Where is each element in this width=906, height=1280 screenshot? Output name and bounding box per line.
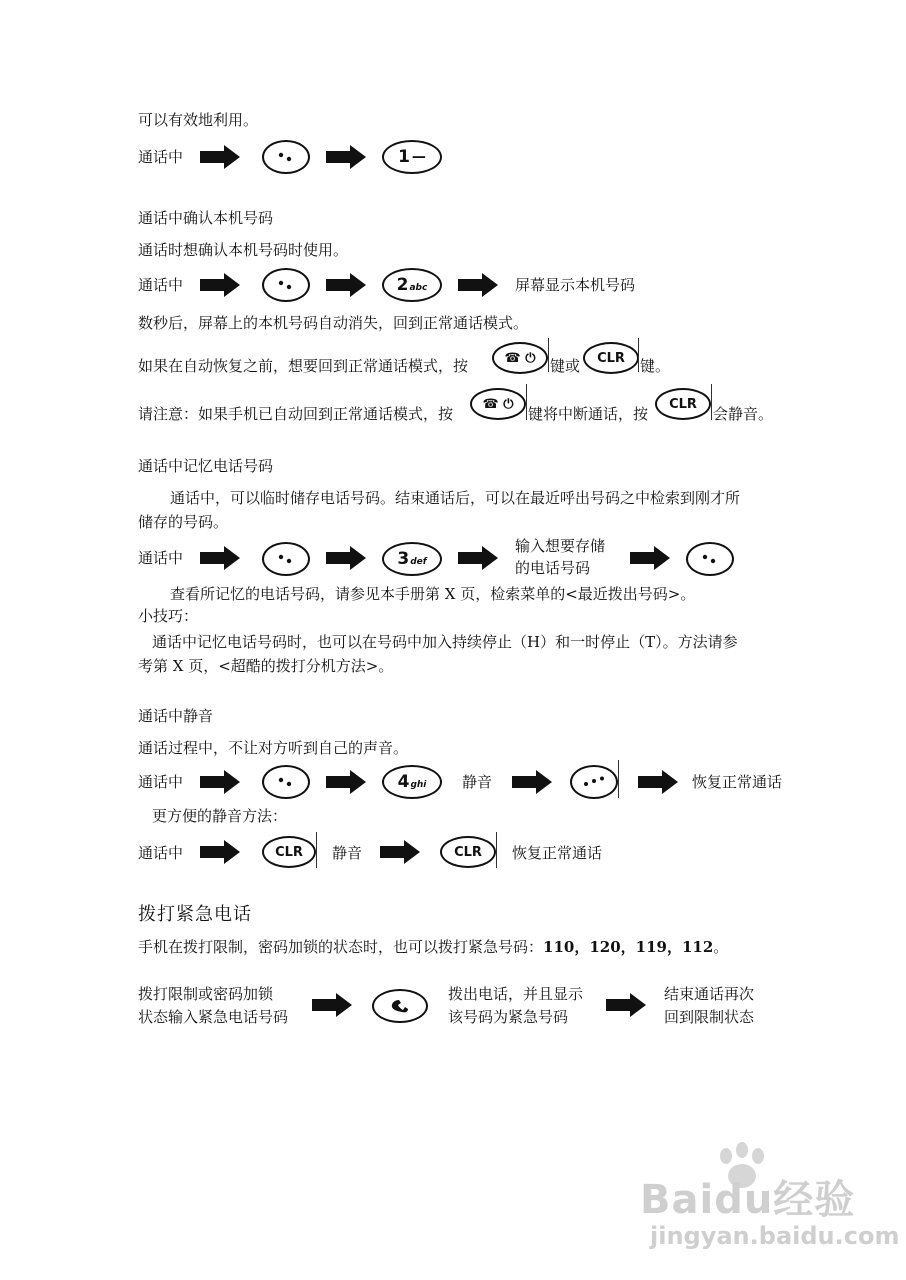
watermark-brand: Baidu经验: [640, 1177, 856, 1223]
arrow-icon: [512, 770, 552, 794]
divider: [711, 384, 712, 420]
menu-key: [686, 542, 734, 576]
divider: [638, 338, 639, 372]
clr-key: [655, 388, 711, 420]
section-title: 通话中确认本机号码: [138, 209, 274, 227]
key-1-label: 1: [398, 146, 410, 167]
divider: [526, 384, 527, 420]
flow-result: 结束通话再次: [664, 985, 755, 1003]
handset-icon: [389, 998, 411, 1014]
clr-key: [440, 836, 496, 868]
emergency-numbers: 110，120，119，112: [543, 938, 714, 956]
text-line: 可以有效地利用。: [138, 111, 259, 129]
text-line: 查看所记忆的电话号码，请参见本手册第 X 页，检索菜单的<最近拨出号码>。: [170, 585, 696, 603]
arrow-icon: [606, 993, 646, 1017]
divider: [316, 832, 317, 868]
flow-step: 拨出电话，并且显示: [448, 985, 584, 1003]
text-line: 储存的号码。: [138, 513, 229, 531]
send-key: [372, 989, 428, 1023]
key-3-label: 3: [397, 548, 410, 569]
key-2-sub: abc: [409, 283, 428, 293]
tip-title: 小技巧：: [138, 607, 199, 625]
flow-label: 通话中: [138, 148, 184, 166]
flow-label: 通话中: [138, 844, 184, 862]
flow-label: 通话中: [138, 773, 184, 791]
flow-result: 回到限制状态: [664, 1008, 755, 1026]
flow-step: 静音: [462, 773, 493, 791]
flow-step: 拨打限制或密码加锁: [138, 985, 274, 1003]
arrow-icon: [200, 273, 240, 297]
key-3-sub: def: [410, 557, 427, 567]
text-line: 通话中记忆电话号码时，也可以在号码中加入持续停止（H）和一时停止（T）。方法请参: [152, 633, 738, 651]
text-line: 更方便的静音方法：: [152, 807, 288, 825]
phone-power-icon: ☎ ⏻: [482, 396, 514, 412]
flow-result: 恢复正常通话: [692, 773, 783, 791]
two-dots-icon: [276, 554, 296, 564]
flow-label: 通话中: [138, 276, 184, 294]
flow-step: 静音: [332, 844, 363, 862]
key-4-label: 4: [397, 771, 410, 792]
key-1: [382, 140, 442, 174]
clr-key: [262, 836, 316, 868]
section-title: 通话中记忆电话号码: [138, 457, 274, 475]
arrow-icon: [326, 770, 366, 794]
section-title: 通话中静音: [138, 707, 214, 725]
text-segment: 。: [713, 938, 729, 956]
flow-label: 通话中: [138, 549, 184, 567]
arrow-icon: [200, 770, 240, 794]
text-line: 通话时想确认本机号码时使用。: [138, 241, 349, 259]
key-4-sub: ghi: [410, 780, 427, 790]
divider: [496, 832, 497, 868]
text-line: 键或: [550, 357, 581, 375]
arrow-icon: [200, 145, 240, 169]
text-line: 键将中断通话，按: [528, 405, 649, 423]
watermark-url: jingyan.baidu.com: [650, 1222, 900, 1250]
menu-key: [262, 542, 310, 576]
arrow-icon: [326, 273, 366, 297]
text-segment: 手机在拨打限制，密码加锁的状态时，也可以拨打紧急号码：: [138, 938, 544, 956]
key-2: [382, 268, 442, 302]
clr-key-label: CLR: [597, 350, 625, 366]
divider: [618, 760, 619, 798]
arrow-icon: [638, 770, 678, 794]
flow-step: 状态输入紧急电话号码: [138, 1008, 289, 1026]
flow-step: 输入想要存储: [515, 537, 606, 555]
arrow-icon: [200, 546, 240, 570]
clr-key: [583, 342, 639, 374]
text-line: 请注意：如果手机已自动回到正常通话模式，按: [138, 405, 454, 423]
text-line: 通话过程中，不让对方听到自己的声音。: [138, 739, 409, 757]
end-key: [470, 388, 526, 420]
text-line: 通话中，可以临时储存电话号码。结束通话后，可以在最近呼出号码之中检索到刚才所: [170, 489, 741, 507]
flow-result: 恢复正常通话: [512, 844, 603, 862]
two-dots-icon: [700, 554, 720, 564]
arrow-icon: [326, 145, 366, 169]
heading-emergency: 拨打紧急电话: [138, 904, 252, 925]
text-line: 考第 X 页，<超酷的拨打分机方法>。: [138, 657, 394, 675]
key-4: [382, 765, 442, 799]
menu-key: [570, 765, 618, 799]
arrow-icon: [458, 273, 498, 297]
text-line: 如果在自动恢复之前，想要回到正常通话模式，按: [138, 357, 469, 375]
clr-key-label: CLR: [669, 396, 697, 412]
text-line: 会静音。: [713, 405, 774, 423]
divider: [548, 338, 549, 372]
menu-key: [262, 140, 310, 174]
text-line: [138, 937, 728, 957]
arrow-icon: [326, 546, 366, 570]
phone-power-icon: ☎ ⏻: [504, 350, 536, 366]
arrow-icon: [458, 546, 498, 570]
clr-key-label: CLR: [454, 844, 482, 860]
text-line: 数秒后，屏幕上的本机号码自动消失，回到正常通话模式。: [138, 314, 529, 332]
text-line: 键。: [640, 357, 671, 375]
arrow-icon: [630, 546, 670, 570]
arrow-icon: [312, 993, 352, 1017]
arrow-icon: [380, 840, 420, 864]
end-key: [492, 342, 548, 374]
key-3: [382, 542, 442, 576]
menu-key: [262, 268, 310, 302]
two-dots-icon: [276, 777, 296, 787]
key-1-sub: —: [411, 149, 426, 165]
two-dots-icon: [276, 152, 296, 162]
menu-key: [262, 765, 310, 799]
key-2-label: 2: [396, 274, 409, 295]
flow-step: 的电话号码: [515, 559, 591, 577]
flow-step: 该号码为紧急号码: [448, 1008, 569, 1026]
arrow-icon: [200, 840, 240, 864]
three-dots-icon: [582, 776, 606, 788]
two-dots-icon: [276, 280, 296, 290]
flow-result: 屏幕显示本机号码: [515, 276, 636, 294]
clr-key-label: CLR: [275, 844, 303, 860]
